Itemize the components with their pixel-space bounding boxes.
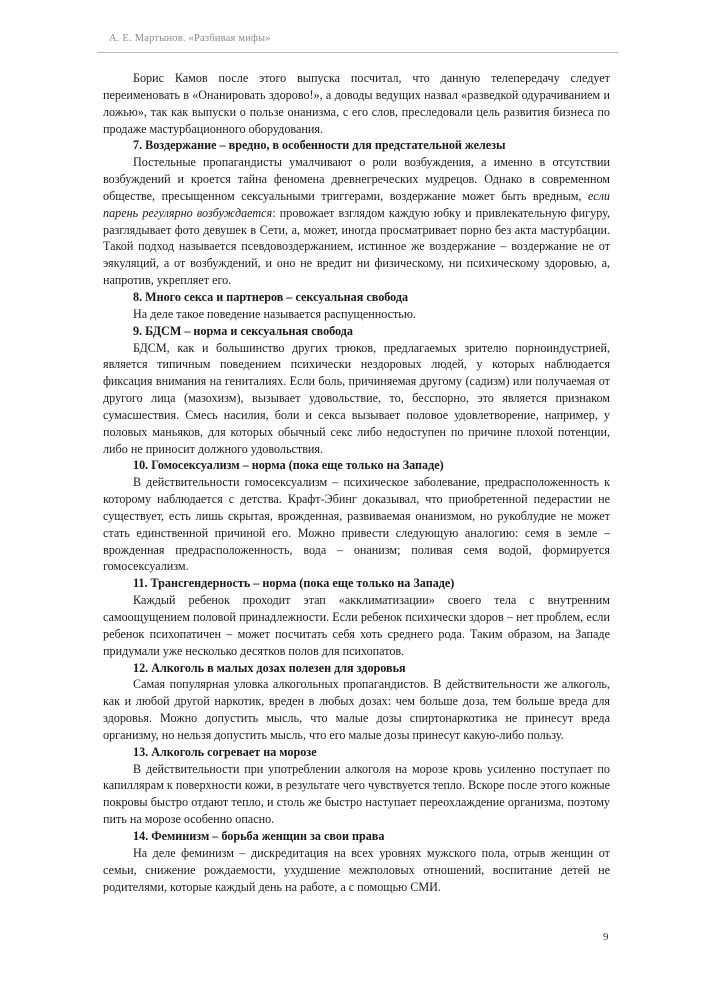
section-7-italic-phrase: если парень регулярно возбуждается [103,188,610,220]
page-number: 9 [603,931,609,943]
section-7-paragraph [103,154,610,289]
section-11-heading: 11. Трансгендерность – норма (пока еще только на Западе) [133,576,455,591]
section-7-text-end: : провожает взглядом каждую юбку и привлекательную фигуру, разглядывает фото девушек в Сети, а, может, иногда просматривает порно без акта мастурбации. Такой подход называется псевдовоздержанием, истинное же воздержание – воздержание не от эякуляций, а от возбуждений, и оно не вредит ни физическому, ни психическому здоровью, а, напротив, укрепляет его. [103,205,610,288]
header-divider [97,52,618,53]
section-13-paragraph: В действительности при употреблении алкоголя на морозе кровь усиленно поступает по капиллярам к поверхности кожи, в результате чего чувствуется тепло. Вскоре после этого кожные покровы быстро отдают тепло, и столь же быстро наступает переохлаждение организма, поэтому пить на морозе особенно опасно. [103,761,610,827]
section-13-heading: 13. Алкоголь согревает на морозе [133,744,317,759]
section-10-paragraph: В действительности гомосексуализм – психическое заболевание, предрасположенность к которому наблюдается с детства. Крафт-Эбинг доказывал, что приобретенной педерастии не существует, есть лишь скрытая, врожденная, развиваемая онанизмом, но рукоблудие не может стать единственной причиной его. Можно привести следующую аналогию: семя в земле – врожденная предрасположенность, вода – онанизм; поливая семя водой, формируется гомосексуализм. [103,475,610,574]
running-head: А. Е. Мартынов. «Разбивая мифы» [109,33,271,44]
section-14-paragraph: На деле феминизм – дискредитация на всех уровнях мужского пола, отрыв женщин от семьи, снижение рождаемости, ухудшение межполовых отношений, воспитание детей не родителями, которые каждый день на работе, а с помощью СМИ. [103,845,610,894]
page-body [103,70,610,895]
intro-paragraph: Борис Камов после этого выпуска посчитал, что данную телепередачу следует переименовать в «Онанировать здорово!», а доводы ведущих назвал «разведкой одурачиванием и ложью», так как выпуски о пользе онанизма, с его слов, преследовали цель развития бизнеса по продаже мастурбационного оборудования. [103,71,610,136]
section-9-paragraph: БДСМ, как и большинство других трюков, предлагаемых зрителю порноиндустрией, является типичным поведением психически нездоровых людей, у которых наблюдается фиксация внимания на гениталиях. Если боль, причиняемая другому (садизм) или получаемая от другого лица (мазохизм), вызывает удовольствие, то, бесспорно, это является признаком сумасшествия. Смесь насилия, боли и секса вызывает половое удовлетворение, например, у половых маньяков, для которых обычный секс либо недоступен по причине плохой потенции, либо не приносит должного удовольствия. [103,340,610,456]
section-8-paragraph: На деле такое поведение называется распущенностью. [133,306,416,321]
section-7-text-start: Постельные пропагандисты умалчивают о роли возбуждения, а именно в отсутствии возбуждений и кроется тайна феномена древнегреческих мудрецов. Однако в современном обществе, пресыщенном сексуальными триггерами, воздержание может быть вредным, [103,155,610,203]
section-12-heading: 12. Алкоголь в малых дозах полезен для здоровья [133,660,406,675]
section-14-heading: 14. Феминизм – борьба женщин за свои права [133,828,385,843]
section-7-heading: 7. Воздержание – вредно, в особенности для предстательной железы [133,138,506,153]
section-11-paragraph: Каждый ребенок проходит этап «акклиматизации» своего тела с внутренним самоощущением половой принадлежности. Если ребенок психически здоров – нет проблем, если ребенок психопатичен – может посчитать себя хоть среднего рода. Таким образом, на Западе придумали уже несколько десятков полов для психопатов. [103,593,610,658]
section-12-paragraph: Самая популярная уловка алкогольных пропагандистов. В действительности же алкоголь, как и любой другой наркотик, вреден в любых дозах: чем больше доза, тем больше вреда для здоровья. Можно допустить мысль, что малые дозы спиртонаркотика не принесут вреда организму, но нельзя допустить мысль, что его малые дозы принесут какую-либо пользу. [103,677,610,742]
section-8-heading: 8. Много секса и партнеров – сексуальная свобода [133,289,409,304]
section-9-heading: 9. БДСМ – норма и сексуальная свобода [133,323,353,338]
section-10-heading: 10. Гомосексуализм – норма (пока еще только на Западе) [133,458,444,473]
